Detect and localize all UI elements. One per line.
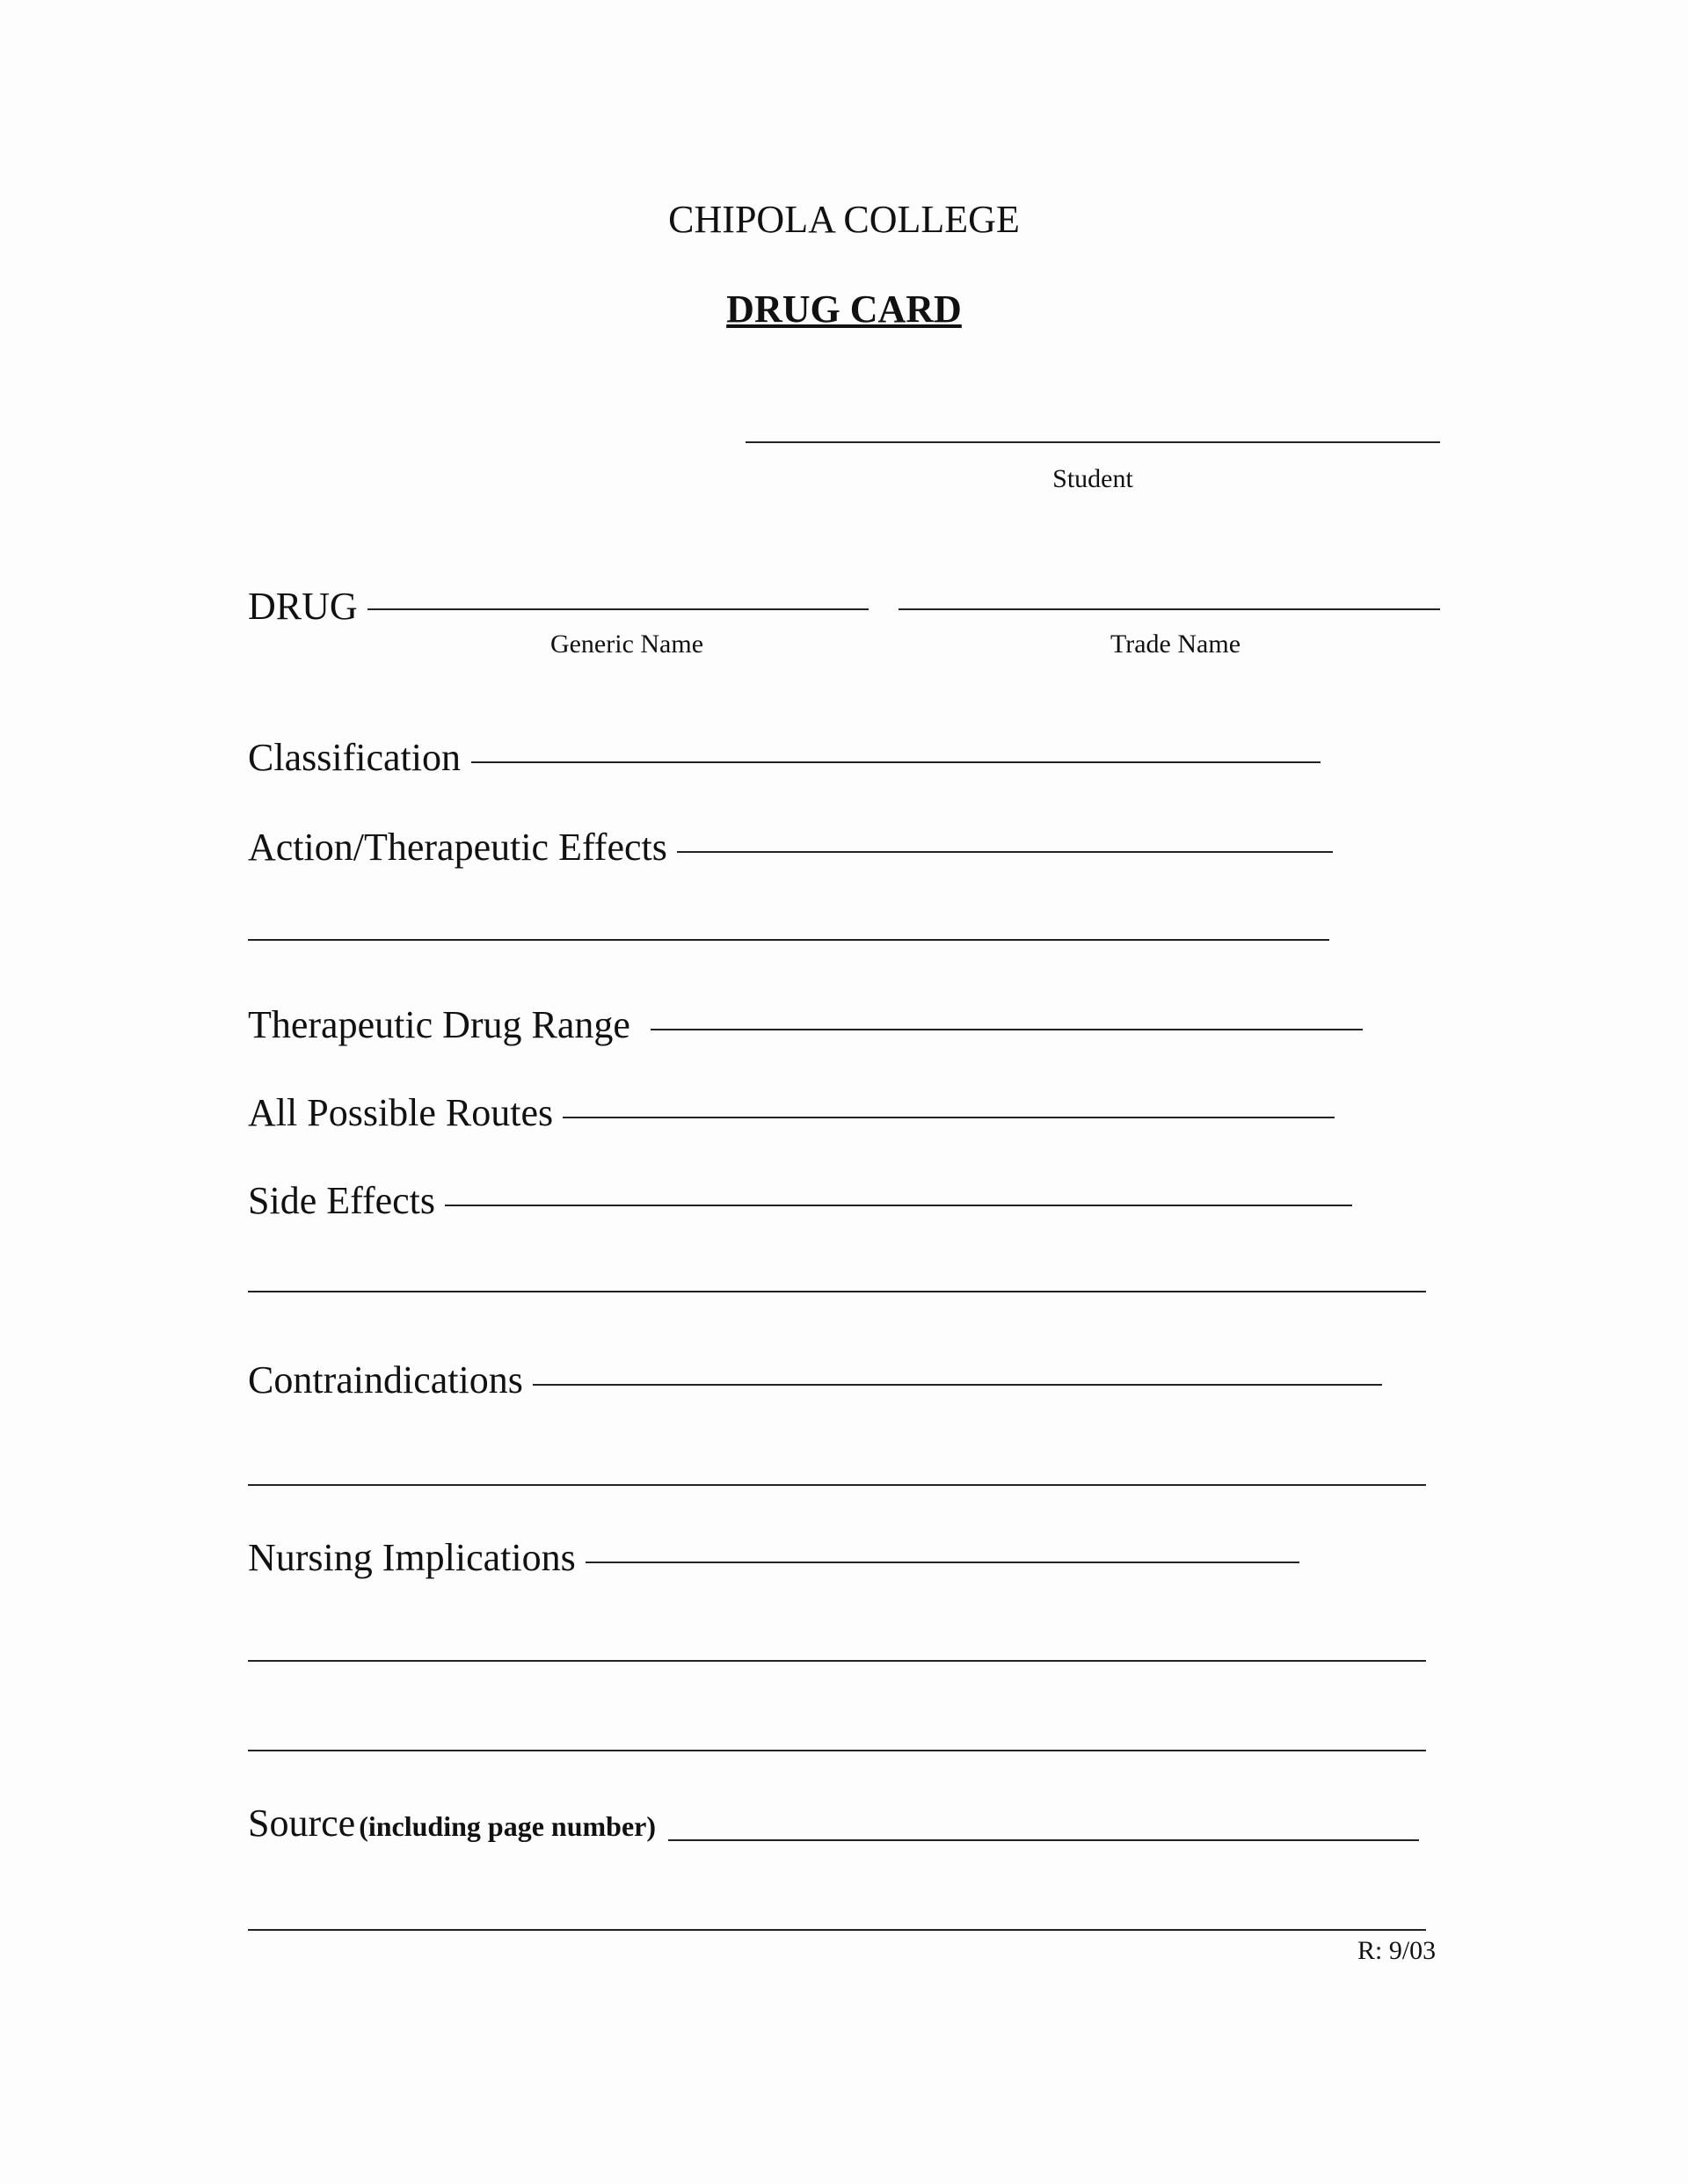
source-field-continued[interactable] [248, 1929, 1426, 1931]
nursing-field[interactable] [586, 1562, 1299, 1563]
nursing-field-line-3[interactable] [248, 1750, 1426, 1751]
contraindications-field[interactable] [533, 1384, 1382, 1386]
routes-field[interactable] [563, 1117, 1335, 1118]
contraindications-label: Contraindications [248, 1358, 523, 1401]
source-field[interactable] [668, 1839, 1419, 1841]
source-label: Source [248, 1802, 356, 1845]
drug-label: DRUG [248, 585, 358, 628]
side-effects-field[interactable] [445, 1205, 1352, 1206]
college-name: CHIPOLA COLLEGE [668, 198, 1020, 241]
source-note: (including page number) [359, 1810, 657, 1842]
nursing-label: Nursing Implications [248, 1536, 576, 1579]
generic-name-field[interactable] [367, 608, 869, 610]
source-label-group [248, 1801, 656, 1845]
classification-field[interactable] [471, 761, 1321, 763]
action-field[interactable] [677, 851, 1333, 853]
classification-label: Classification [248, 736, 461, 779]
revision-date: R: 9/03 [1357, 1936, 1437, 1965]
student-caption: Student [1052, 464, 1133, 493]
trade-name-caption: Trade Name [1110, 630, 1241, 659]
routes-label: All Possible Routes [248, 1091, 554, 1134]
side-effects-label: Side Effects [248, 1179, 436, 1222]
generic-name-caption: Generic Name [549, 630, 704, 659]
form-title: DRUG CARD [726, 288, 962, 331]
action-label: Action/Therapeutic Effects [248, 826, 667, 869]
range-label: Therapeutic Drug Range [248, 1003, 630, 1046]
contraindications-field-continued[interactable] [248, 1484, 1426, 1486]
student-field[interactable] [746, 441, 1440, 443]
range-field[interactable] [651, 1029, 1363, 1030]
trade-name-field[interactable] [899, 608, 1440, 610]
action-field-continued[interactable] [248, 939, 1329, 941]
nursing-field-line-2[interactable] [248, 1660, 1426, 1662]
side-effects-field-continued[interactable] [248, 1291, 1426, 1292]
